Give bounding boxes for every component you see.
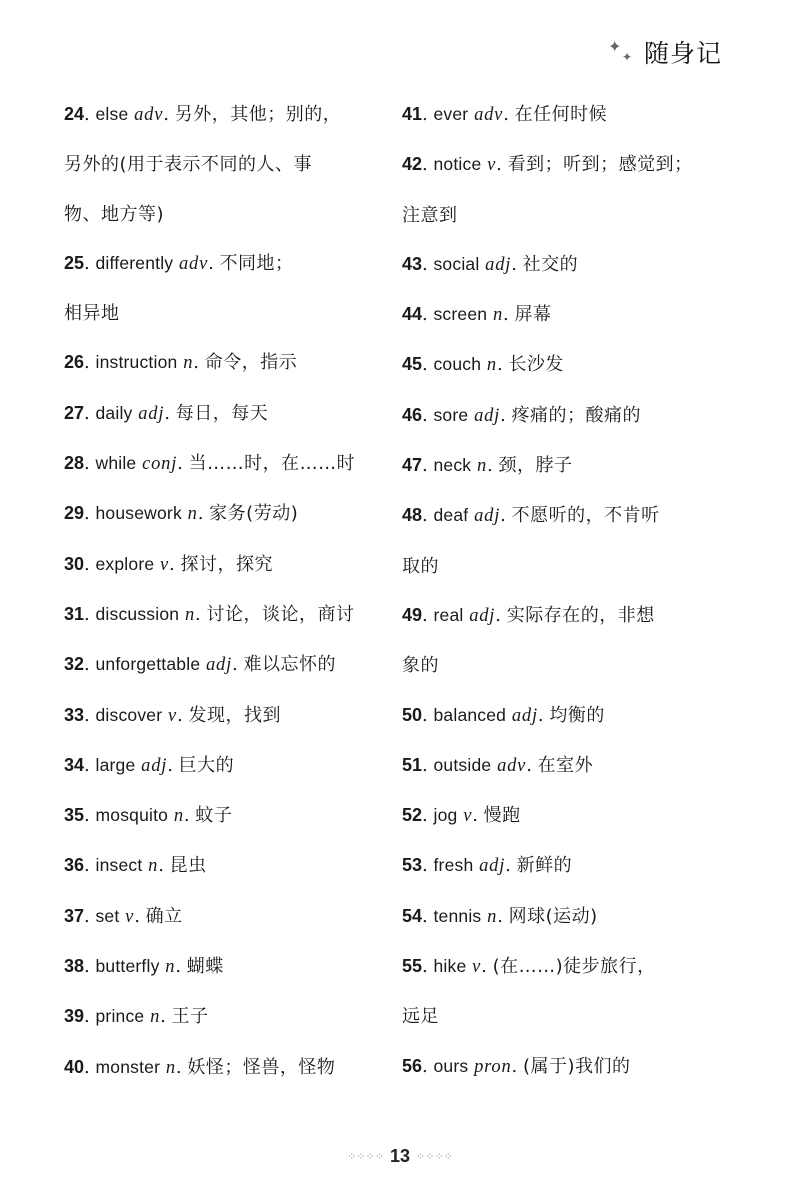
entry-word: deaf xyxy=(433,505,469,526)
vocab-entry: 42. notice v. 看到；听到；感觉到； 注意到 xyxy=(402,140,728,240)
entry-part-of-speech: v xyxy=(160,554,170,575)
entry-part-of-speech: adv xyxy=(497,755,527,776)
entry-part-of-speech: adv xyxy=(178,253,209,274)
entry-part-of-speech: conj xyxy=(142,454,178,475)
entry-number: 47 xyxy=(402,455,423,476)
entry-part-of-speech: v xyxy=(125,906,135,927)
entry-number: 40 xyxy=(64,1056,85,1077)
entry-number: 25 xyxy=(64,252,85,273)
entry-word: while xyxy=(95,453,137,474)
vocab-entry: 47. neck n. 颈，脖子 xyxy=(402,455,573,477)
entry-part-of-speech: adj xyxy=(205,655,233,676)
vocab-entry: 49. real adj. 实际存在的，非想 象的 xyxy=(402,591,728,691)
entry-word: outside xyxy=(433,754,492,775)
entry-part-of-speech: v xyxy=(472,957,482,978)
entry-meaning: 屏幕 xyxy=(514,304,552,326)
dots-decoration-left-icon: ⁘⁘⁘⁘ xyxy=(347,1150,384,1163)
vocab-entry: 43. social adj. 社交的 xyxy=(402,253,579,275)
entry-word: social xyxy=(433,253,480,274)
entry-part-of-speech: n xyxy=(487,906,498,927)
entry-word: hike xyxy=(433,956,467,977)
vocab-entry: 36. insect n. 昆虫 xyxy=(64,855,207,877)
entry-meaning-continued: 取的 xyxy=(402,555,439,577)
vocab-entry: 39. prince n. 王子 xyxy=(64,1006,209,1028)
entry-word: set xyxy=(95,905,120,926)
entry-meaning: 另外，其他；别的， xyxy=(174,104,342,125)
entry-number: 49 xyxy=(402,604,423,625)
entry-number: 56 xyxy=(402,1055,423,1076)
entry-part-of-speech: adj xyxy=(474,506,501,527)
entry-number: 45 xyxy=(402,354,423,375)
entry-meaning: 妖怪；怪兽，怪物 xyxy=(187,1056,336,1078)
vocab-entry: 55. hike v. (在……)徒步旅行， 远足 xyxy=(402,942,728,1042)
vocab-entry: 33. discover v. 发现，找到 xyxy=(64,704,281,726)
entry-word: screen xyxy=(433,304,488,325)
entry-number: 32 xyxy=(64,654,85,675)
entry-meaning: 社交的 xyxy=(522,253,579,275)
entry-meaning-continued: 远足 xyxy=(402,1006,439,1028)
entry-meaning: 难以忘怀的 xyxy=(243,654,336,676)
entry-meaning: 新鲜的 xyxy=(516,855,573,877)
entry-word: unforgettable xyxy=(95,654,201,675)
entry-meaning: 昆虫 xyxy=(169,855,207,877)
entry-meaning-continued: 另外的(用于表示不同的人、事 xyxy=(64,154,313,176)
entry-meaning-continued: 相异地 xyxy=(64,303,120,325)
entry-part-of-speech: adj xyxy=(511,705,538,726)
vocab-entry: 28. while conj. 当……时，在……时 xyxy=(64,453,356,475)
vocab-entry: 41. ever adv. 在任何时候 xyxy=(402,104,608,125)
entry-part-of-speech: n xyxy=(173,806,184,827)
entry-part-of-speech: n xyxy=(150,1007,161,1028)
entry-number: 46 xyxy=(402,404,423,425)
entry-word: ours xyxy=(433,1055,469,1076)
entry-meaning-continued: 物、地方等) xyxy=(64,203,165,225)
vocab-entry: 30. explore v. 探讨，探究 xyxy=(64,553,273,575)
entry-word: mosquito xyxy=(95,805,169,826)
entry-word: neck xyxy=(433,455,472,476)
entry-number: 41 xyxy=(402,104,423,124)
header-title: 随身记 xyxy=(643,39,722,68)
entry-number: 52 xyxy=(402,805,423,826)
entry-word: housework xyxy=(95,503,182,524)
entry-part-of-speech: n xyxy=(187,504,198,525)
entry-word: couch xyxy=(433,354,482,375)
entry-part-of-speech: adv xyxy=(134,105,164,125)
entry-meaning: 家务(劳动) xyxy=(209,503,299,525)
entry-number: 34 xyxy=(64,754,85,775)
entry-number: 53 xyxy=(402,855,423,876)
entry-number: 27 xyxy=(64,402,85,423)
entry-meaning: 每日，每天 xyxy=(175,402,269,424)
vocabulary-column-right xyxy=(402,90,728,1092)
entry-part-of-speech: v xyxy=(487,155,497,176)
entry-number: 36 xyxy=(64,855,85,876)
entry-meaning: 均衡的 xyxy=(549,704,605,726)
entry-meaning: 在任何时候 xyxy=(514,104,608,125)
entry-meaning: (属于)我们的 xyxy=(522,1055,631,1077)
entry-meaning: 长沙发 xyxy=(508,354,564,376)
entry-meaning-continued: 象的 xyxy=(402,655,439,677)
entry-number: 50 xyxy=(402,704,423,725)
vocab-entry: 54. tennis n. 网球(运动) xyxy=(402,905,598,927)
vocab-entry: 26. instruction n. 命令，指示 xyxy=(64,352,298,374)
entry-part-of-speech: n xyxy=(492,305,504,326)
vocab-entry: 34. large adj. 巨大的 xyxy=(64,754,235,776)
entry-number: 33 xyxy=(64,704,85,725)
vocab-entry: 24. else adv. 另外，其他；别的， 另外的(用于表示不同的人、事 物、地方等) xyxy=(64,90,386,239)
entry-number: 43 xyxy=(402,253,423,274)
entry-meaning: 探讨，探究 xyxy=(180,553,273,575)
entry-number: 35 xyxy=(64,805,85,826)
entry-part-of-speech: v xyxy=(463,806,473,827)
entry-number: 31 xyxy=(64,603,85,624)
entry-meaning: 网球(运动) xyxy=(508,905,598,927)
vocab-entry: 40. monster n. 妖怪；怪兽，怪物 xyxy=(64,1056,336,1078)
sparkle-icon: ✦ ✦ xyxy=(607,37,633,64)
entry-part-of-speech: adj xyxy=(469,605,496,626)
entry-word: real xyxy=(433,604,464,625)
vocab-entry: 52. jog v. 慢跑 xyxy=(402,805,521,827)
entry-number: 37 xyxy=(64,905,85,926)
dots-decoration-right-icon: ⁘⁘⁘⁘ xyxy=(416,1150,453,1163)
vocab-entry: 44. screen n. 屏幕 xyxy=(402,304,552,326)
entry-meaning: 蚊子 xyxy=(195,805,233,827)
entry-word: prince xyxy=(95,1006,145,1027)
entry-word: balanced xyxy=(433,704,507,725)
entry-meaning: 当……时，在……时 xyxy=(188,453,356,475)
vocab-entry: 56. ours pron. (属于)我们的 xyxy=(402,1055,631,1077)
entry-part-of-speech: n xyxy=(148,856,159,877)
entry-part-of-speech: adj xyxy=(138,403,165,424)
entry-number: 48 xyxy=(402,505,423,526)
entry-word: daily xyxy=(95,402,133,423)
entry-part-of-speech: n xyxy=(165,957,176,978)
entry-part-of-speech: adj xyxy=(479,856,506,877)
entry-meaning: 王子 xyxy=(171,1006,209,1028)
entry-number: 55 xyxy=(402,956,423,977)
entry-meaning: 慢跑 xyxy=(483,805,521,827)
entry-meaning: 在室外 xyxy=(537,754,594,776)
vocab-entry: 45. couch n. 长沙发 xyxy=(402,354,564,376)
entry-number: 42 xyxy=(402,154,423,175)
entry-word: instruction xyxy=(95,352,178,373)
entry-meaning: (在……)徒步旅行， xyxy=(492,956,656,978)
entry-word: explore xyxy=(95,553,155,574)
vocabulary-column-left xyxy=(64,90,386,1093)
entry-meaning: 发现，找到 xyxy=(188,704,281,726)
entry-word: discover xyxy=(95,704,163,725)
vocab-entry: 25. differently adv. 不同地； 相异地 xyxy=(64,239,386,339)
vocab-entry: 50. balanced adj. 均衡的 xyxy=(402,704,605,726)
entry-part-of-speech: n xyxy=(183,353,194,374)
page-header xyxy=(602,34,722,70)
vocab-entry: 35. mosquito n. 蚊子 xyxy=(64,805,233,827)
entry-number: 38 xyxy=(64,956,85,977)
entry-meaning: 巨大的 xyxy=(178,754,235,776)
entry-number: 29 xyxy=(64,503,85,524)
page-number: 13 xyxy=(389,1146,411,1166)
vocab-entry: 37. set v. 确立 xyxy=(64,905,183,927)
entry-number: 54 xyxy=(402,905,423,926)
vocab-entry: 38. butterfly n. 蝴蝶 xyxy=(64,956,224,978)
entry-word: notice xyxy=(433,154,482,175)
entry-part-of-speech: adv xyxy=(474,105,504,125)
entry-meaning: 疼痛的；酸痛的 xyxy=(511,404,642,426)
vocab-entry: 31. discussion n. 讨论，谈论，商讨 xyxy=(64,603,355,625)
vocab-entry: 27. daily adj. 每日，每天 xyxy=(64,402,269,424)
entry-meaning: 确立 xyxy=(145,905,183,927)
entry-part-of-speech: n xyxy=(486,355,497,376)
vocab-entry: 46. sore adj. 疼痛的；酸痛的 xyxy=(402,404,642,426)
entry-part-of-speech: pron xyxy=(474,1056,512,1077)
vocab-entry: 51. outside adv. 在室外 xyxy=(402,754,594,776)
entry-meaning: 讨论，谈论，商讨 xyxy=(206,603,355,625)
entry-part-of-speech: adj xyxy=(485,254,512,275)
entry-meaning: 命令，指示 xyxy=(204,352,298,374)
entry-part-of-speech: n xyxy=(184,604,195,625)
vocab-entry: 29. housework n. 家务(劳动) xyxy=(64,503,299,525)
entry-meaning: 颈，脖子 xyxy=(498,455,573,477)
entry-number: 28 xyxy=(64,453,85,474)
entry-word: ever xyxy=(433,104,469,124)
vocab-entry: 53. fresh adj. 新鲜的 xyxy=(402,855,573,877)
entry-meaning: 不愿听的，不肯听 xyxy=(511,505,660,527)
entry-part-of-speech: adj xyxy=(141,755,168,776)
entry-word: tennis xyxy=(433,905,482,926)
entry-word: else xyxy=(95,104,129,124)
entry-meaning-continued: 注意到 xyxy=(402,204,458,226)
entry-number: 24 xyxy=(64,104,85,124)
entry-part-of-speech: v xyxy=(167,705,177,726)
entry-meaning: 实际存在的，非想 xyxy=(506,604,655,626)
vocab-entry: 32. unforgettable adj. 难以忘怀的 xyxy=(64,654,336,676)
entry-word: butterfly xyxy=(95,956,160,977)
entry-word: jog xyxy=(433,805,458,826)
page-footer xyxy=(0,1146,800,1167)
entry-word: insect xyxy=(95,855,143,876)
entry-word: monster xyxy=(95,1056,161,1077)
entry-number: 30 xyxy=(64,553,85,574)
entry-word: discussion xyxy=(95,603,180,624)
entry-number: 39 xyxy=(64,1006,85,1027)
entry-meaning: 看到；听到；感觉到； xyxy=(507,154,693,176)
entry-number: 51 xyxy=(402,754,423,775)
entry-part-of-speech: adj xyxy=(474,405,501,426)
entry-meaning: 不同地； xyxy=(219,252,294,274)
entry-word: fresh xyxy=(433,855,474,876)
entry-word: large xyxy=(95,754,136,775)
entry-meaning: 蝴蝶 xyxy=(186,956,224,978)
entry-number: 44 xyxy=(402,304,423,325)
entry-number: 26 xyxy=(64,352,85,373)
entry-word: sore xyxy=(433,404,469,425)
entry-part-of-speech: n xyxy=(476,456,488,477)
entry-word: differently xyxy=(95,252,174,273)
vocab-entry: 48. deaf adj. 不愿听的，不肯听 取的 xyxy=(402,491,728,591)
entry-part-of-speech: n xyxy=(165,1057,176,1078)
